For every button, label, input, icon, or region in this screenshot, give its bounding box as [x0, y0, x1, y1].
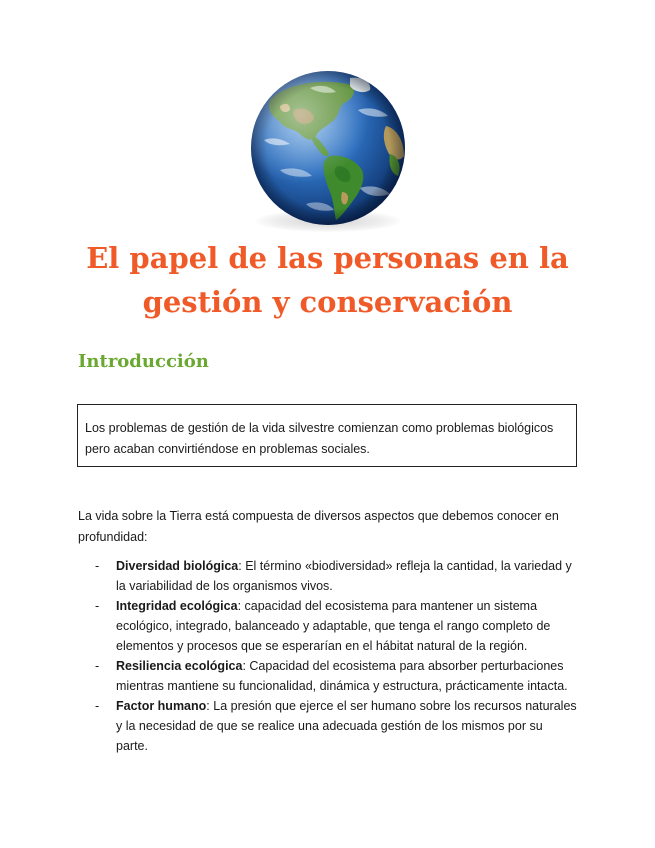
document-title — [40, 236, 615, 324]
list-item — [78, 556, 578, 596]
aspects-list — [78, 556, 578, 756]
callout-text: Los problemas de gestión de la vida silvestre comienzan como problemas biológicos pero acaban convirtiéndose en problemas sociales. — [85, 421, 554, 456]
list-marker: - — [95, 659, 100, 673]
list-marker: - — [95, 559, 100, 573]
section-heading-introduccion: Introducción — [78, 351, 209, 372]
list-marker: - — [95, 599, 100, 613]
list-item-text: : La presión que ejerce el ser humano sobre los recursos naturales y la necesidad de que se realice una adecuada gestión de los mismos por su parte. — [116, 699, 577, 753]
list-item-text: : capacidad del ecosistema para mantener un sistema ecológico, integrado, balanceado y adaptable, que tenga el rango completo de elementos y procesos que se esperarían en el hábitat natural de la región. — [116, 599, 551, 653]
list-marker: - — [95, 699, 100, 713]
callout-box — [77, 404, 577, 467]
title-line-1: El papel de las personas en la — [86, 241, 569, 275]
intro-paragraph: La vida sobre la Tierra está compuesta de diversos aspectos que debemos conocer en profundidad: — [78, 509, 559, 544]
list-item-text: : Capacidad del ecosistema para absorber perturbaciones mientras mantiene su funcionalidad, dinámica y estructura, prácticamente intacta. — [116, 659, 568, 693]
list-item — [78, 696, 578, 756]
list-item — [78, 656, 578, 696]
earth-globe-image — [246, 70, 410, 234]
list-item-text: : El término «biodiversidad» refleja la cantidad, la variedad y la variabilidad de los organismos vivos. — [116, 559, 572, 593]
list-item-term: Diversidad biológica — [116, 559, 239, 573]
title-line-2: gestión y conservación — [142, 285, 513, 319]
list-item-term: Factor humano — [116, 699, 207, 713]
list-item-term: Integridad ecológica — [116, 599, 238, 613]
earth-globe-icon — [250, 70, 406, 226]
list-item-term: Resiliencia ecológica — [116, 659, 243, 673]
list-item — [78, 596, 578, 656]
